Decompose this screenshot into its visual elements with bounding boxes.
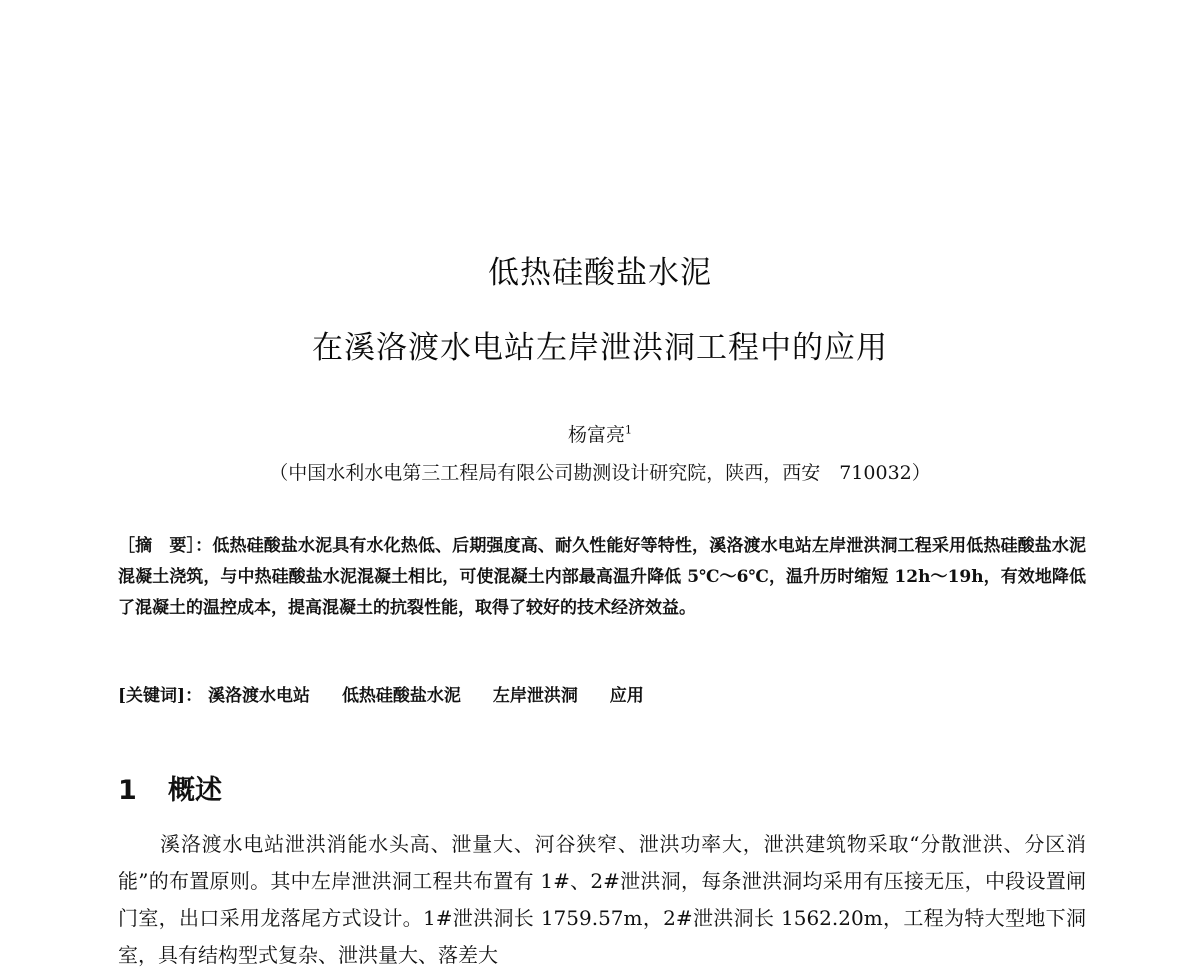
keyword: 应用 [609, 686, 644, 706]
author-name: 杨富亮 [567, 424, 625, 446]
keywords-label: [关键词]： [118, 686, 203, 706]
section-title: 概述 [168, 775, 222, 806]
author [0, 420, 1200, 447]
paper-title-line-2: 在溪洛渡水电站左岸泄洪洞工程中的应用 [312, 330, 888, 366]
keyword: 溪洛渡水电站 [208, 686, 311, 706]
section-heading [118, 768, 222, 807]
author-footnote-mark: 1 [625, 423, 632, 437]
section-number: 1 [118, 775, 137, 806]
section-paragraph: 溪洛渡水电站泄洪消能水头高、泄量大、河谷狭窄、泄洪功率大，泄洪建筑物采取“分散泄洪、分区消能”的布置原则。其中左岸泄洪洞工程共布置有 1#、2#泄洪洞，每条泄洪洞均采用有压接无压，中段设置闸门室，出口采用龙落尾方式设计。1#泄洪洞长 1759.57m，2#泄洪洞长 1562.20m，工程为特大型地下洞室，具有结构型式复杂、泄洪量大、落差大 [118, 832, 1086, 967]
abstract [118, 531, 1086, 624]
keyword: 左岸泄洪洞 [492, 686, 578, 706]
keyword: 低热硅酸盐水泥 [341, 686, 461, 706]
keywords [118, 681, 1086, 706]
abstract-label: ［摘 要］： [118, 536, 213, 556]
paper-title-line-1: 低热硅酸盐水泥 [488, 255, 712, 291]
author-affiliation: （中国水利水电第三工程局有限公司勘测设计研究院，陕西，西安 710032） [269, 462, 931, 484]
abstract-text: 低热硅酸盐水泥具有水化热低、后期强度高、耐久性能好等特性，溪洛渡水电站左岸泄洪洞工程采用低热硅酸盐水泥混凝土浇筑，与中热硅酸盐水泥混凝土相比，可使混凝土内部最高温升降低 5℃～6℃，温升历时缩短 12h～19h，有效地降低了混凝土的温控成本，提高混凝土的抗裂性能，取得了较好的技术经济效益。 [118, 536, 1087, 618]
